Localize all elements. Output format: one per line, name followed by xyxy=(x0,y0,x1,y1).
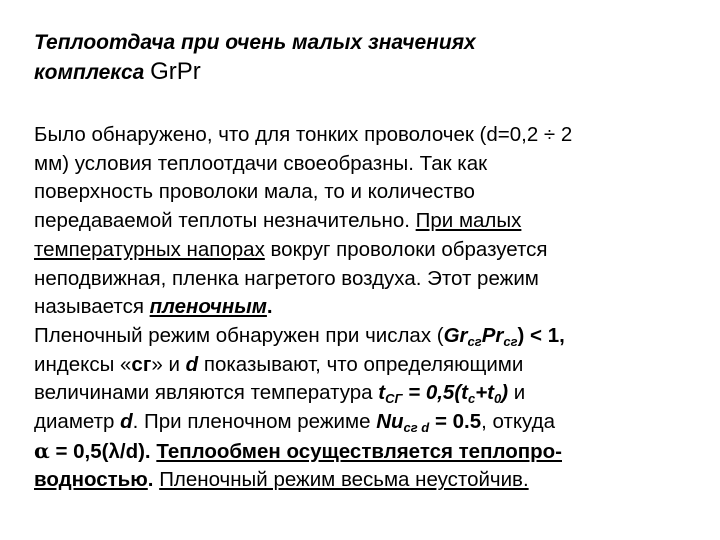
body-line-2: мм) условия теплоотдачи своеобразны. Так как xyxy=(34,151,488,175)
index-term: сг xyxy=(131,352,152,376)
title-line-1: Теплоотдача при очень малых значениях xyxy=(34,31,476,54)
text-segment: Пленочный режим обнаружен при числах ( xyxy=(34,323,444,347)
text-segment: вокруг проволоки образуется xyxy=(264,237,548,261)
alpha-symbol: α xyxy=(34,438,50,463)
prandtl-symbol: Pr xyxy=(481,323,504,347)
slide-title xyxy=(34,28,694,87)
text-segment: . xyxy=(266,295,273,319)
formula-part: = 0.5 xyxy=(429,410,482,434)
grashof-symbol: Gr xyxy=(443,323,468,347)
film-regime-term: пленочным xyxy=(149,295,267,319)
slide-body xyxy=(34,121,694,495)
body-line-10 xyxy=(34,379,694,408)
body-line-7 xyxy=(34,293,694,322)
diameter-symbol: d xyxy=(120,410,133,434)
subscript: сг d xyxy=(403,420,430,436)
text-segment: » и xyxy=(151,352,186,376)
diameter-symbol: d xyxy=(185,352,199,376)
title-prefix: комплекса xyxy=(34,61,151,84)
nusselt-formula xyxy=(376,410,482,436)
text-segment: передаваемой теплоты незначительно. xyxy=(34,209,416,233)
temperature-formula xyxy=(378,381,509,407)
subscript: 0 xyxy=(494,391,502,407)
underlined-text: При малых xyxy=(415,209,522,233)
subscript: c xyxy=(467,391,476,407)
text-segment: . xyxy=(147,468,160,492)
title-symbol: GrPr xyxy=(150,58,201,85)
formula-part: ) xyxy=(501,381,509,405)
formula-part: +t xyxy=(475,381,495,405)
text-segment: и xyxy=(508,381,526,405)
text-segment: величинами являются температура xyxy=(34,381,379,405)
body-line-3: поверхность проволоки мала, то и количество xyxy=(34,180,475,204)
alpha-formula: = 0,5(λ/d). xyxy=(49,439,151,463)
text-segment: ) < 1, xyxy=(517,323,565,347)
text-segment: показывают, что определяющими xyxy=(198,352,524,376)
instability-statement: Пленочный режим весьма неустойчив. xyxy=(159,468,529,492)
body-line-9 xyxy=(34,351,694,380)
body-line-8 xyxy=(34,322,694,351)
body-line-4 xyxy=(34,207,694,236)
body-line-11 xyxy=(34,408,694,437)
text-segment: называется xyxy=(34,295,150,319)
text-segment: . При пленочном режиме xyxy=(132,410,377,434)
body-line-6: неподвижная, пленка нагретого воздуха. Этот режим xyxy=(34,266,539,290)
underlined-text: температурных напорах xyxy=(34,237,265,261)
conduction-statement: Теплообмен осуществляется теплопро- xyxy=(156,439,562,463)
formula-part: Nu xyxy=(376,410,404,434)
subscript: сг xyxy=(503,333,518,349)
text-segment: диаметр xyxy=(34,410,121,434)
body-line-1: Было обнаружено, что для тонких проволочек (d=0,2 ÷ 2 xyxy=(34,123,573,146)
body-line-13 xyxy=(34,466,694,495)
subscript: сг xyxy=(467,333,482,349)
body-line-5 xyxy=(34,236,694,265)
body-line-12 xyxy=(34,437,694,467)
subscript: СГ xyxy=(385,391,403,407)
title-line-2 xyxy=(34,57,694,87)
conduction-statement-end: водностью xyxy=(34,468,148,492)
text-segment: , откуда xyxy=(481,410,555,434)
formula-part: = 0,5(t xyxy=(402,381,468,405)
text-segment: индексы « xyxy=(34,352,132,376)
formula-part: t xyxy=(378,381,386,405)
